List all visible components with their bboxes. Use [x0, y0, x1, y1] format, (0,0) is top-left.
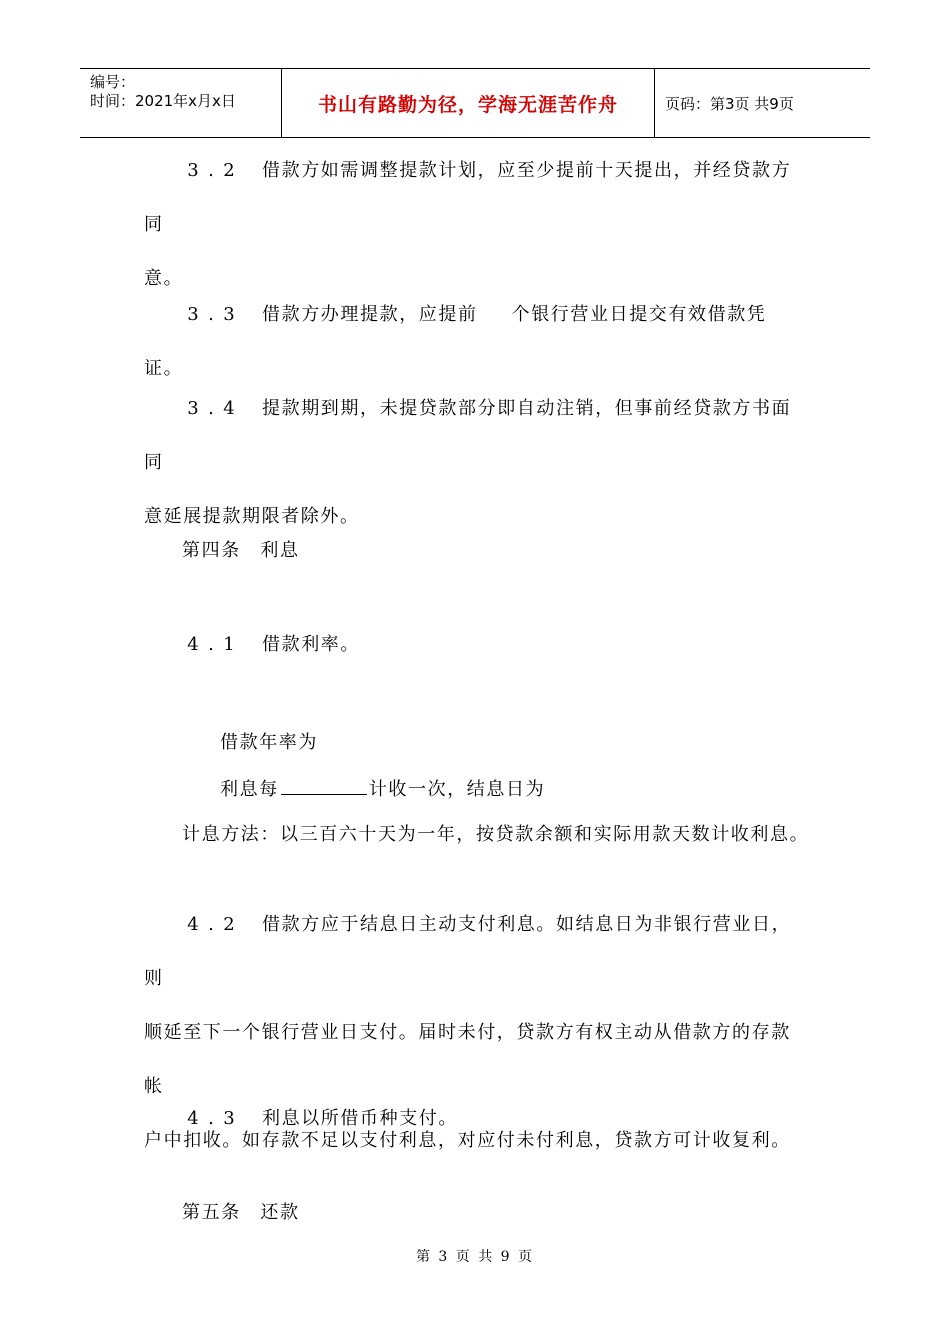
article-4-title: 第四条 利息: [182, 540, 300, 561]
interest-line: 利息每 计收一次，结息日为: [220, 779, 546, 800]
clause-number: 4 . 1: [187, 634, 235, 655]
clause-3-2: [144, 144, 804, 306]
header-motto: 书山有路勤为径，学海无涯苦作舟: [282, 69, 655, 137]
interest-method: 计息方法：以三百六十天为一年，按贷款余额和实际用款天数计收利息。: [182, 824, 810, 845]
clause-text: 意。: [144, 268, 184, 289]
clause-4-1: [144, 618, 804, 672]
clause-text: 提款期到期，未提贷款部分即自动注销，但事前经贷款方书面同: [144, 398, 792, 473]
clause-text: 借款方办理提款，应提前: [262, 304, 478, 325]
clause-3-4: [144, 382, 804, 544]
clause-number: 3 . 4: [187, 398, 235, 419]
header-meta: [80, 69, 282, 137]
clause-text: 户中扣收。如存款不足以支付利息，对应付未付利息，贷款方可计收复利。: [144, 1130, 791, 1151]
fill-blank[interactable]: [281, 780, 367, 795]
document-header: [80, 68, 870, 138]
clause-3-3: [144, 288, 804, 396]
number-label: 编号：: [90, 73, 136, 91]
clause-text: 顺延至下一个银行营业日支付。届时未付，贷款方有权主动从借款方的存款帐: [144, 1022, 791, 1097]
clause-text: 利息以所借币种支付。: [262, 1108, 458, 1129]
time-label: 时间：2021年x月x日: [90, 92, 236, 110]
clause-text: 意延展提款期限者除外。: [144, 506, 360, 527]
clause-text: 借款利率。: [262, 634, 360, 655]
clause-number: 3 . 3: [187, 304, 235, 325]
page-footer: 第 3 页 共 9 页: [415, 1249, 535, 1265]
clause-number: 3 . 2: [187, 160, 235, 181]
rate-line: 借款年率为: [220, 732, 318, 753]
clause-text: 个银行营业日提交有效借款凭证。: [144, 304, 767, 379]
clause-text: 借款方应于结息日主动支付利息。如结息日为非银行营业日，则: [144, 914, 792, 989]
article-5-title: 第五条 还款: [182, 1202, 300, 1223]
clause-number: 4 . 3: [187, 1108, 235, 1129]
clause-text: 借款方如需调整提款计划，应至少提前十天提出，并经贷款方同: [144, 160, 792, 235]
clause-4-3: [144, 1092, 804, 1146]
header-page-label: 页码：第3页 共9页: [665, 94, 794, 113]
clause-number: 4 . 2: [187, 914, 235, 935]
